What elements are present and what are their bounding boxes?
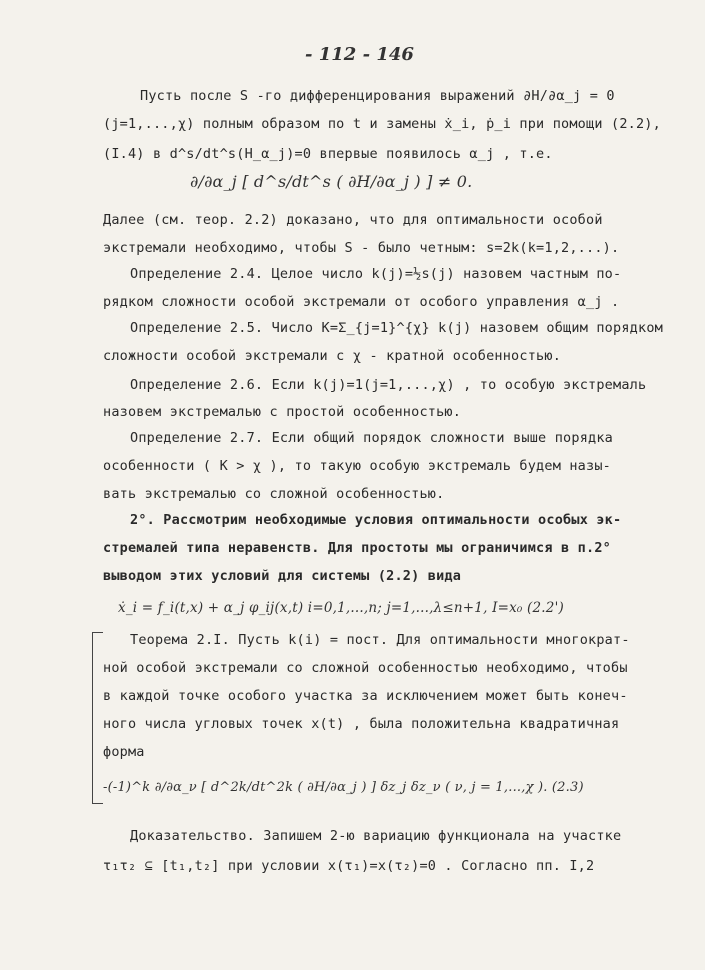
theorem-2-1-line-2: ной особой экстремали со сложной особенностью необходимо, чтобы [103, 660, 628, 676]
definition-2-4-line-1: Определение 2.4. Целое число k(j)=½s(j) назовем частным по- [130, 266, 622, 282]
proof-line-2: τ₁τ₂ ⊆ [t₁,t₂] при условии x(τ₁)=x(τ₂)=0 . Согласно пп. I,2 [103, 858, 595, 874]
theorem-2-1-line-1: Теорема 2.I. Пусть k(i) = пост. Для оптимальности многократ- [130, 632, 630, 648]
definition-2-5-line-2: сложности особой экстремали с χ - кратной особенностью. [103, 348, 562, 364]
text-line-1: Пусть после S -го дифференцирования выражений ∂H/∂α_j = 0 [140, 88, 615, 104]
section-2-line-1: 2°. Рассмотрим необходимые условия оптимальности особых эк- [130, 512, 622, 528]
definition-2-6-line-1: Определение 2.6. Если k(j)=1(j=1,...,χ) , то особую экстремаль [130, 377, 647, 393]
section-2-line-2: стремалей типа неравенств. Для простоты мы ограничимся в п.2° [103, 540, 611, 556]
definition-2-4-line-2: рядком сложности особой экстремали от особого управления α_j . [103, 294, 620, 310]
definition-2-7-line-2: особенности ( K > χ ), то такую особую экстремаль будем назы- [103, 458, 611, 474]
theorem-2-1-line-5: форма [103, 744, 145, 760]
definition-2-7-line-3: вать экстремалью со сложной особенностью. [103, 486, 445, 502]
section-2-line-3: выводом этих условий для системы (2.2) вида [103, 568, 462, 584]
text-line-5: Далее (см. теор. 2.2) доказано, что для оптимальности особой [103, 212, 603, 228]
system-equation: ẋ_i = f_i(t,x) + α_j φ_ij(x,t) i=0,1,...,n; j=1,...,λ≤n+1, I=x₀ (2.2') [118, 600, 564, 616]
theorem-bracket [92, 632, 103, 804]
theorem-2-1-line-3: в каждой точке особого участка за исключением может быть конеч- [103, 688, 628, 704]
definition-2-6-line-2: назовем экстремалью с простой особенностью. [103, 404, 462, 420]
quadratic-form-equation: -(-1)^k ∂/∂α_ν [ d^2k/dt^2k ( ∂H/∂α_j ) ] δz_j δz_ν ( ν, j = 1,...,χ ). (2.3) [103, 780, 584, 795]
formula-line-4: ∂/∂α_j [ d^s/dt^s ( ∂H/∂α_j ) ] ≠ 0. [190, 172, 473, 191]
theorem-2-1-line-4: ного числа угловых точек x(t) , была положительна квадратичная [103, 716, 620, 732]
text-line-2: (j=1,...,χ) полным образом по t и замены ẋ_i, ṗ_i при помощи (2.2), [103, 116, 661, 132]
text-line-6: экстремали необходимо, чтобы S - было четным: s=2k(k=1,2,...). [103, 240, 620, 256]
text-line-3: (I.4) в d^s/dt^s(H_α_j)=0 впервые появилось α_j , т.е. [103, 146, 553, 162]
proof-line-1: Доказательство. Запишем 2-ю вариацию функционала на участке [130, 828, 622, 844]
definition-2-5-line-1: Определение 2.5. Число K=Σ_{j=1}^{χ} k(j) назовем общим порядком [130, 320, 663, 336]
page-number: - 112 - 146 [305, 44, 414, 65]
definition-2-7-line-1: Определение 2.7. Если общий порядок сложности выше порядка [130, 430, 614, 446]
